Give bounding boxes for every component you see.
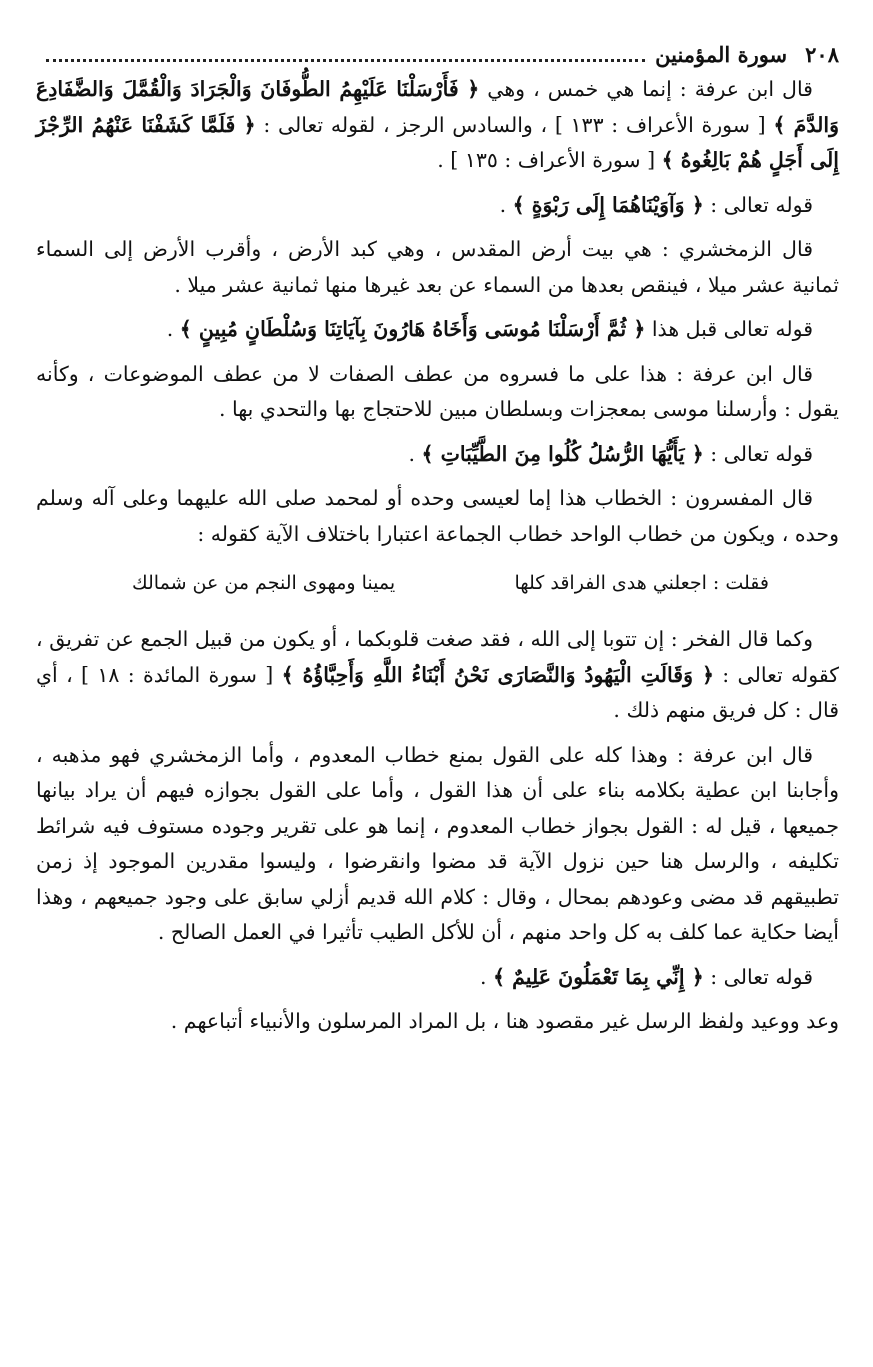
paragraph-7: قال المفسرون : الخطاب هذا إما لعيسى وحده أو لمحمد صلى الله عليهما وعلى آله وسلم وحده ، ويكون من خطاب الواحد خطاب الجماعة اعتبارا باختلاف الآية كقوله : bbox=[36, 486, 839, 546]
paragraph-4: قوله تعالى قبل هذا ﴿ ثُمَّ أَرْسَلْنَا مُوسَى وَأَخَاهُ هَارُونَ بِآيَاتِنَا وَسُلْطَانٍ مُبِينٍ ﴾ . bbox=[166, 317, 813, 341]
surah-title: سورة المؤمنين bbox=[655, 42, 788, 67]
running-header bbox=[36, 40, 839, 70]
paragraph-11: وعد ووعيد ولفظ الرسل غير مقصود هنا ، بل المراد المرسلون والأنبياء أتباعهم . bbox=[170, 1009, 839, 1033]
quran-quote: ﴿ فَلَمَّا كَشَفْنَا عَنْهُمُ الرِّجْزَ إِلَى أَجَلٍ هُمْ بَالِغُوهُ ﴾ bbox=[36, 112, 839, 172]
quran-quote: ﴿ يَأَيُّهَا الرُّسُلُ كُلُوا مِنَ الطَّيِّبَاتِ ﴾ bbox=[421, 441, 704, 466]
page-number: ٢٠٨ bbox=[805, 42, 839, 67]
dotted-leader bbox=[46, 59, 645, 62]
paragraph-5: قال ابن عرفة : هذا على ما فسروه من عطف الصفات لا من عطف الموضوعات ، وكأنه يقول : وأرسلنا موسى بمعجزات وبسلطان مبين للاحتجاج بها والتحدي بها . bbox=[36, 361, 839, 421]
quran-quote: ﴿ ثُمَّ أَرْسَلْنَا مُوسَى وَأَخَاهُ هَارُونَ بِآيَاتِنَا وَسُلْطَانٍ مُبِينٍ ﴾ bbox=[179, 317, 646, 341]
paragraph-1: قال ابن عرفة : إنما هي خمس ، وهي ﴿ فَأَرْسَلْنَا عَلَيْهِمُ الطُّوفَانَ وَالْجَرَادَ وَالْقُمَّلَ وَالضَّفَادِعَ وَالدَّمَ ﴾ [ سورة الأعراف : ١٣٣ ] ، والسادس الرجز ، لقوله تعالى : ﴿ فَلَمَّا كَشَفْنَا عَنْهُمُ الرِّجْزَ إِلَى أَجَلٍ هُمْ بَالِغُوهُ ﴾ [ سورة الأعراف : ١٣٥ ] . bbox=[36, 77, 839, 172]
paragraph-6: قوله تعالى : ﴿ يَأَيُّهَا الرُّسُلُ كُلُوا مِنَ الطَّيِّبَاتِ ﴾ . bbox=[408, 441, 813, 466]
quran-quote: ﴿ وَآوَيْنَاهُمَا إِلَى رَبْوَةٍ ﴾ bbox=[512, 192, 704, 217]
paragraph-3: قال الزمخشري : هي بيت أرض المقدس ، وهي كبد الأرض ، وأقرب الأرض إلى السماء ثمانية عشر ميلا ، فينقص بعدها من السماء عن بعد غيرها منها ثمانية عشر ميلا . bbox=[36, 237, 839, 297]
paragraph-2: قوله تعالى : ﴿ وَآوَيْنَاهُمَا إِلَى رَبْوَةٍ ﴾ . bbox=[499, 192, 813, 217]
verse-first-hemistich: فقلت : اجعلني هدى الفراقد كلها bbox=[514, 572, 769, 594]
quran-quote: ﴿ وَقَالَتِ الْيَهُودُ وَالنَّصَارَى نَحْنُ أَبْنَاءُ اللَّهِ وَأَحِبَّاؤُهُ ﴾ bbox=[281, 662, 714, 687]
paragraph-9: قال ابن عرفة : وهذا كله على القول بمنع خطاب المعدوم ، وأما الزمخشري فهو مذهبه ، وأجابنا ابن عطية بكلامه بناء على أن هذا القول ، وأما على القول بجوازه فيهم أن يراد بيانها جميعها ، قيل له : القول بجواز خطاب المعدوم ، إنما هو على تقرير وجوده مستوف فيه شرائط تكليفه ، والرسل هنا حين نزول الآية قد مضوا وانقرضوا ، وليسوا مقدرين الموجود إذ زمن تطبيقهم قد مضى وعودهم بمحال ، وقال : كلام الله قديم أزلي سابق على وجود جميعهم ، وهذا أيضا حكاية عما كلف به كل واحد منهم ، أن للأكل الطيب تأثيرا في العمل الصالح . bbox=[36, 742, 839, 944]
quran-quote: ﴿ إِنِّي بِمَا تَعْمَلُونَ عَلِيمٌ ﴾ bbox=[493, 964, 704, 989]
paragraph-10: قوله تعالى : ﴿ إِنِّي بِمَا تَعْمَلُونَ عَلِيمٌ ﴾ . bbox=[479, 964, 813, 989]
poetry-verse bbox=[132, 566, 769, 600]
verse-second-hemistich: يمينا ومهوى النجم من عن شمالك bbox=[132, 572, 396, 594]
paragraph-8: وكما قال الفخر : إن تتوبا إلى الله ، فقد صغت قلوبكما ، أو يكون من قبيل الجمع عن تفريق ، كقوله تعالى : ﴿ وَقَالَتِ الْيَهُودُ وَالنَّصَارَى نَحْنُ أَبْنَاءُ اللَّهِ وَأَحِبَّاؤُهُ ﴾ [ سورة المائدة : ١٨ ] ، أي قال : كل فريق منهم ذلك . bbox=[36, 627, 840, 722]
quran-quote: ﴿ فَأَرْسَلْنَا عَلَيْهِمُ الطُّوفَانَ وَالْجَرَادَ وَالْقُمَّلَ وَالضَّفَادِعَ وَالدَّمَ ﴾ bbox=[36, 77, 839, 137]
